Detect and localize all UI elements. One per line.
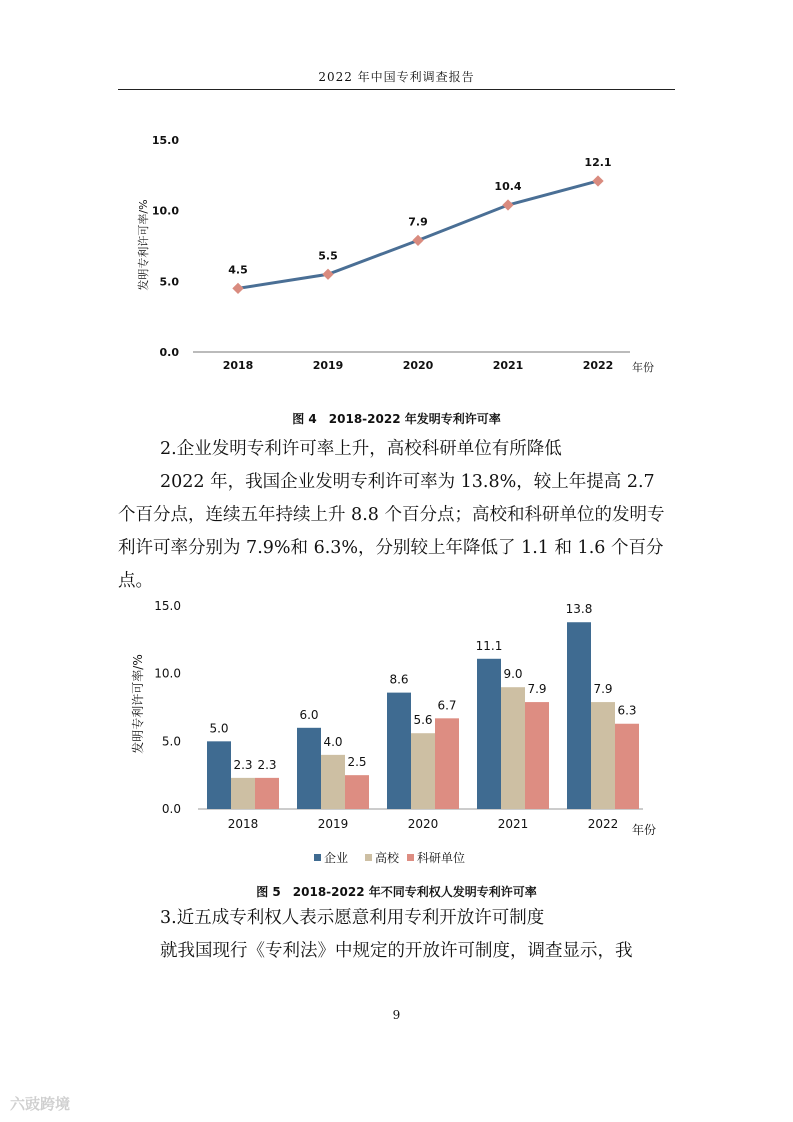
- x-tick-label: 2022: [587, 817, 619, 831]
- bar: [207, 741, 231, 809]
- watermark-text: 六豉跨境: [10, 1095, 71, 1113]
- page-number: 9: [392, 1008, 401, 1022]
- figure-4-caption: 图 4 2018-2022 年发明专利许可率: [292, 412, 501, 426]
- data-label: 13.8: [565, 602, 593, 617]
- bar: [345, 775, 369, 809]
- data-label: 11.1: [475, 638, 503, 653]
- bar: [387, 693, 411, 809]
- y-tick-label: 15.0: [151, 134, 179, 147]
- data-label: 7.9: [527, 682, 547, 697]
- data-label: 2.5: [347, 755, 367, 770]
- bar: [321, 755, 345, 809]
- bar: [477, 659, 501, 809]
- legend-label: 企业: [324, 851, 349, 865]
- x-tick-label: 2022: [582, 359, 614, 372]
- data-label: 12.1: [584, 155, 612, 169]
- data-label: 8.6: [389, 672, 409, 687]
- y-tick-label: 10.0: [151, 204, 179, 218]
- x-tick-label: 2018: [222, 359, 254, 372]
- bar: [255, 778, 279, 809]
- y-tick-label: 10.0: [154, 666, 181, 681]
- x-tick-label: 2019: [312, 359, 344, 372]
- legend-swatch: [407, 854, 414, 861]
- x-tick-label: 2019: [317, 817, 349, 831]
- bar: [501, 687, 525, 809]
- data-point: [592, 175, 603, 186]
- data-label: 7.9: [408, 215, 428, 229]
- y-tick-label: 15.0: [154, 599, 181, 613]
- data-label: 2.3: [257, 757, 277, 772]
- watermark: [10, 1093, 70, 1114]
- data-point: [502, 199, 513, 210]
- bar: [591, 702, 615, 809]
- data-label: 6.3: [617, 703, 637, 718]
- section-3-heading: 3.近五成专利权人表示愿意利用专利开放许可制度: [160, 908, 545, 928]
- data-label: 5.0: [209, 721, 229, 736]
- figure-4-line-chart: [118, 120, 675, 390]
- x-axis-label: 年份: [632, 823, 657, 837]
- bar: [231, 778, 255, 809]
- y-tick-label: 5.0: [159, 275, 179, 289]
- x-tick-label: 2021: [497, 817, 529, 831]
- bar: [525, 702, 549, 809]
- data-label: 10.4: [494, 180, 522, 194]
- data-label: 5.6: [413, 713, 433, 728]
- legend-label: 高校: [375, 851, 400, 865]
- bar: [615, 724, 639, 809]
- y-axis-label: 发明专利许可率/%: [131, 654, 145, 754]
- section-3: [118, 902, 675, 968]
- legend: [314, 850, 465, 865]
- y-tick-label: 0.0: [161, 802, 181, 816]
- section-3-body: 就我国现行《专利法》中规定的开放许可制度，调查显示，我: [160, 941, 633, 961]
- section-2-body: 2022 年，我国企业发明专利许可率为 13.8%，较上年提高 2.7 个百分点，连续五年持续上升 8.8 个百分点；高校和科研单位的发明专利许可率分别为 7.9%和 6.3%，分别较上年降低了 1.1 和 1.6 个百分点。: [118, 472, 665, 591]
- data-label: 6.0: [299, 707, 319, 722]
- data-label: 5.5: [318, 249, 338, 263]
- data-label: 9.0: [503, 667, 523, 682]
- data-label: 4.5: [228, 263, 248, 277]
- data-point: [232, 283, 243, 294]
- x-tick-label: 2018: [227, 817, 259, 831]
- data-label: 6.7: [437, 698, 457, 713]
- data-label: 2.3: [233, 757, 253, 772]
- page-header: 2022 年中国专利调查报告: [318, 70, 475, 84]
- section-2-heading: 2.企业发明专利许可率上升，高校科研单位有所降低: [160, 439, 562, 459]
- data-label: 4.0: [323, 734, 343, 749]
- x-tick-label: 2021: [492, 359, 524, 372]
- data-point: [412, 235, 423, 246]
- x-axis-label: 年份: [632, 361, 654, 374]
- data-label: 7.9: [593, 682, 613, 697]
- figure-5-caption: 图 5 2018-2022 年不同专利权人发明专利许可率: [256, 885, 537, 899]
- figure-5-bar-chart: [118, 592, 675, 877]
- legend-label: 科研单位: [417, 851, 466, 865]
- bar: [567, 622, 591, 809]
- bar: [435, 718, 459, 809]
- header-rule: [118, 89, 675, 90]
- legend-swatch: [365, 854, 372, 861]
- y-axis-label: 发明专利许可率/%: [137, 199, 150, 291]
- x-tick-label: 2020: [402, 359, 434, 372]
- data-point: [322, 269, 333, 280]
- bar: [297, 728, 321, 809]
- bar: [411, 733, 435, 809]
- y-tick-label: 5.0: [161, 734, 181, 749]
- y-tick-label: 0.0: [159, 346, 179, 359]
- section-2: [118, 433, 675, 598]
- x-tick-label: 2020: [407, 817, 439, 831]
- legend-swatch: [314, 854, 321, 861]
